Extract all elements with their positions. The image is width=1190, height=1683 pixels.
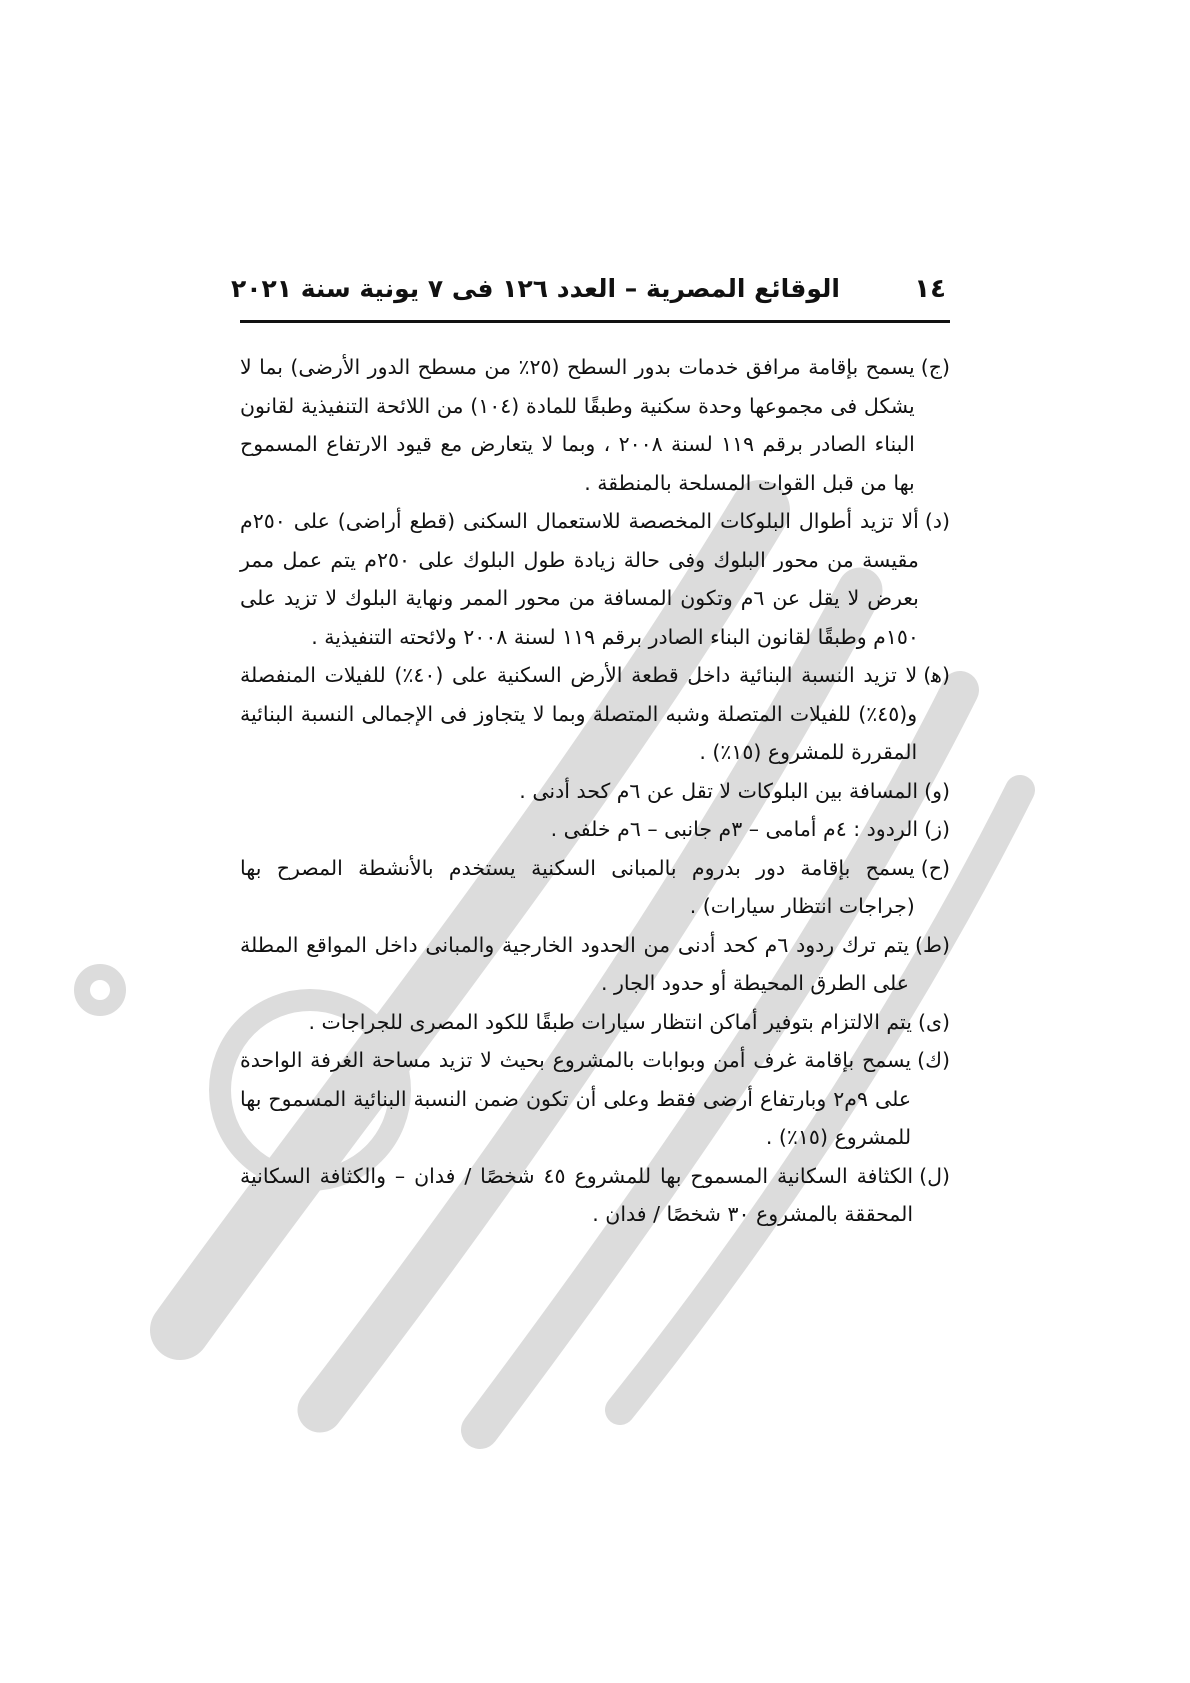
list-item [240,1041,950,1157]
list-item [240,656,950,772]
item-text: ألا تزيد أطوال البلوكات المخصصة للاستعمال السكنى (قطع أراضى) على ٢٥٠م مقيسة من محور البلوك وفى حالة زيادة طول البلوك على ٢٥٠م يتم عمل ممر بعرض لا يقل عن ٦م وتكون المسافة من محور الممر ونهاية البلوك لا تزيد على ١٥٠م وطبقًا لقانون البناء الصادر برقم ١١٩ لسنة ٢٠٠٨ ولائحته التنفيذية . [240,509,919,649]
item-text: لا تزيد النسبة البنائية داخل قطعة الأرض السكنية على (٤٠٪) للفيلات المنفصلة و(٤٥٪) للفيلات المتصلة وشبه المتصلة وبما لا يتجاوز فى الإجمالى النسبة البنائية المقررة للمشروع (١٥٪) . [240,663,918,764]
list-item [240,926,950,1003]
item-label: (ج) [920,355,950,379]
item-text: يتم الالتزام بتوفير أماكن انتظار سيارات طبقًا للكود المصرى للجراجات . [308,1009,912,1034]
list-item [240,1003,950,1042]
list-item [240,810,950,849]
item-text: المسافة بين البلوكات لا تقل عن ٦م كحد أدنى . [519,778,919,803]
item-text: يسمح بإقامة مرافق خدمات بدور السطح (٢٥٪ من مسطح الدور الأرضى) بما لا يشكل فى مجموعها وحدة سكنية وطبقًا للمادة (١٠٤) من اللائحة التنفيذية لقانون البناء الصادر برقم ١١٩ لسنة ٢٠٠٨ ، وبما لا يتعارض مع قيود الارتفاع المسموح بها من قبل القوات المسلحة بالمنطقة . [240,355,915,495]
page-header [230,270,950,323]
document-body [240,348,950,1234]
item-label: (ز) [924,817,950,841]
list-item [240,849,950,926]
item-label: (ك) [917,1048,950,1072]
item-text: يسمح بإقامة دور بدروم بالمبانى السكنية يستخدم بالأنشطة المصرح بها (جراجات انتظار سيارات) . [240,855,915,918]
item-text: يتم ترك ردود ٦م كحد أدنى من الحدود الخارجية والمبانى داخل المواقع المطلة على الطرق المحيطة أو حدود الجار . [240,932,910,995]
item-text: يسمح بإقامة غرف أمن وبوابات بالمشروع بحيث لا تزيد مساحة الغرفة الواحدة على ٩م٢ وبارتفاع أرضى فقط وعلى أن تكون ضمن النسبة البنائية المسموح بها للمشروع (١٥٪) . [240,1048,912,1149]
list-item [240,502,950,656]
page-number: ١٤ [914,274,946,304]
item-label: (ل) [919,1163,950,1188]
list-item [240,348,950,502]
gazette-title: الوقائع المصرية – العدد ١٢٦ فى ٧ يونية سنة ٢٠٢١ [230,274,840,303]
list-item [240,1157,950,1234]
list-item [240,772,950,811]
item-label: (ﻫ) [923,663,950,687]
item-text: الكثافة السكانية المسموح بها للمشروع ٤٥ شخصًا / فدان – والكثافة السكانية المحققة بالمشروع ٣٠ شخصًا / فدان . [240,1163,914,1226]
item-label: (ى) [917,1009,950,1034]
item-label: (ط) [915,932,950,957]
item-text: الردود : ٤م أمامى – ٣م جانبى – ٦م خلفى . [550,817,919,841]
item-label: (و) [924,778,950,803]
item-label: (ح) [920,855,950,880]
item-label: (د) [924,509,950,533]
